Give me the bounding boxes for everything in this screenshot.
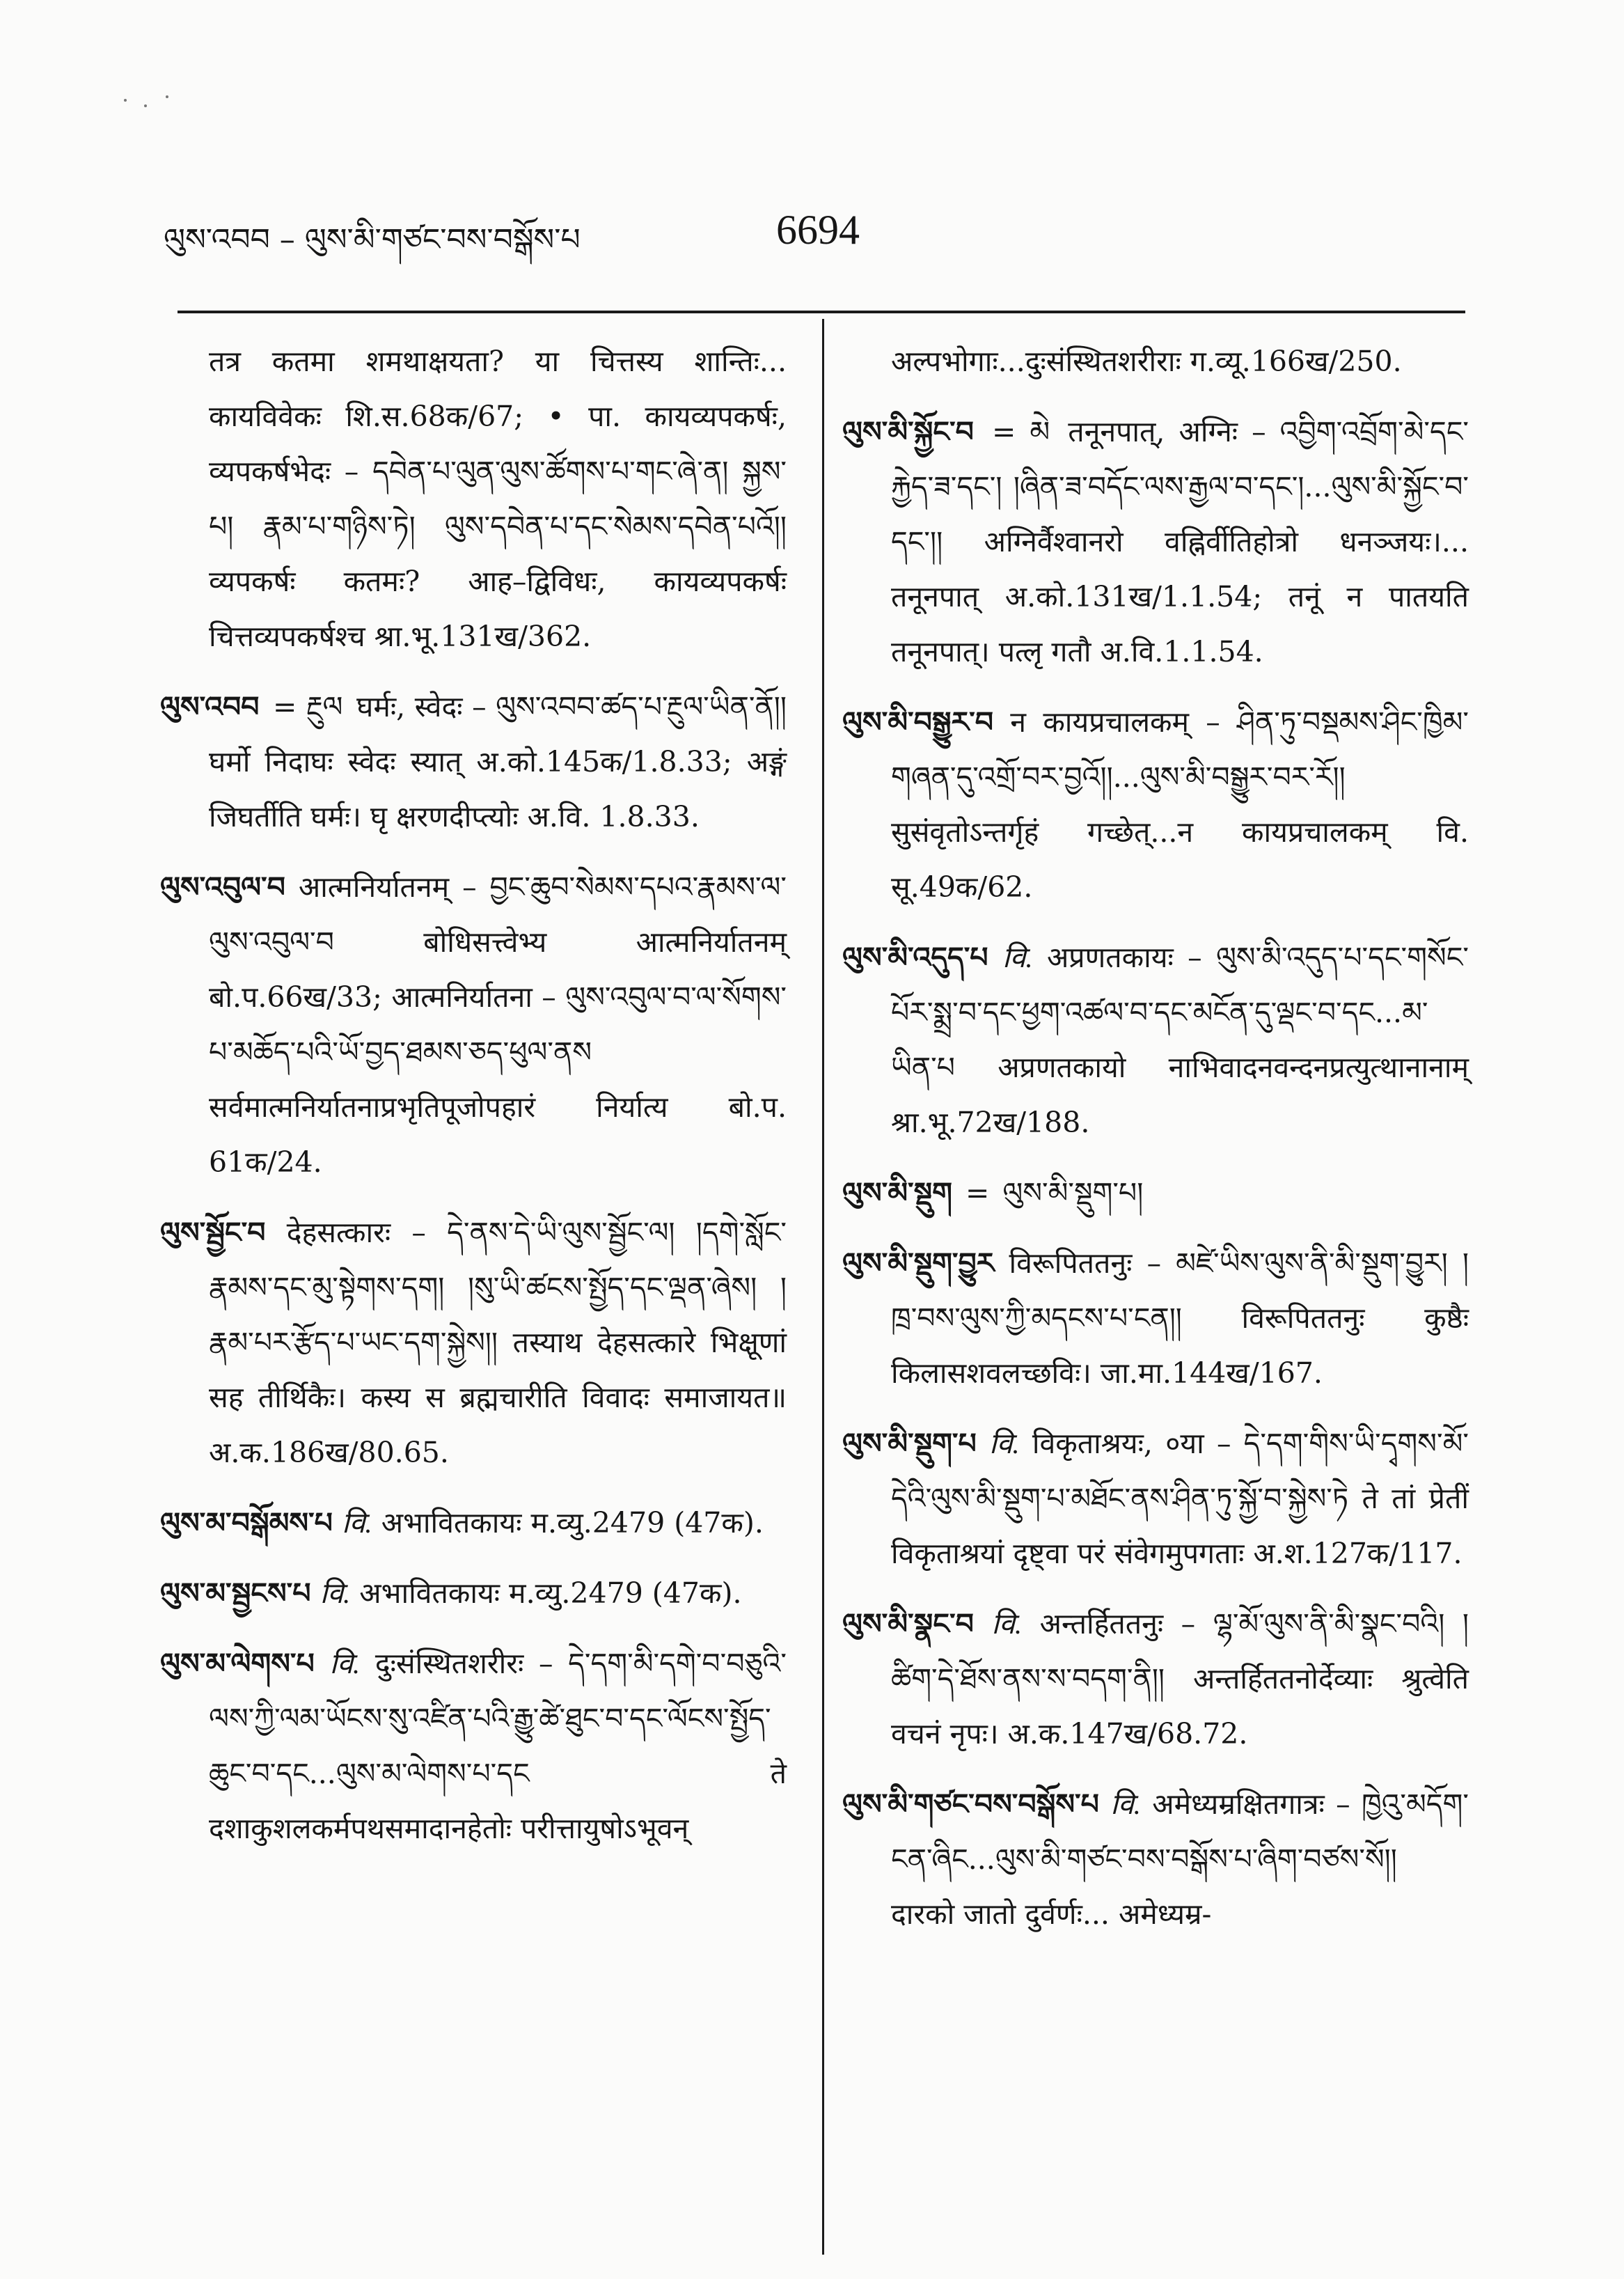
- dictionary-entry: [842, 1236, 1469, 1401]
- entry-text: अप्रणतकायः – ལུས་མི་འདུད་པ་དང་གསོང་པོར་སྨྲ་བ་དང་ཕྱག་འཚལ་བ་དང་མངོན་དུ་ལྡང་བ་དང...མ་ཡིན་པ अप्रणतकायो नाभिवादनवन्दनप्रत्युत्थानानाम् श्रा.भू.72ख/188.: [891, 941, 1469, 1139]
- entry-text: विरूपिततनुः – མཛེ་ཡིས་ལུས་ནི་མི་སྡུག་བྱུར། །ཁྲ་བས་ལུས་ཀྱི་མདངས་པ་ངན།། विरूपिततनुः कुष्ठैः किलासशवलच्छविः। जा.मा.144ख/167.: [891, 1246, 1469, 1390]
- headword: ལུས་མི་སྡུག་པ: [842, 1427, 977, 1460]
- headword: ལུས་འབུལ་བ: [160, 870, 285, 904]
- entry-text: अल्पभोगाः...दुःसंस्थितशरीराः ग.व्यू.166ख/250.: [891, 345, 1402, 378]
- entry-text: दुःसंस्थितशरीरः – དེ་དག་མི་དགེ་བ་བཅུའི་ལས་ཀྱི་ལམ་ཡོངས་སུ་འཛིན་པའི་རྒྱུ་ཚེ་ཐུང་བ་དང་ལོངས་སྤྱོད་ཆུང་བ་དང...ལུས་མ་ལེགས་པ་དང ते दशाकुशलकर्मपथसमादानहेतोः परीत्तायुषोऽभूवन्: [209, 1647, 787, 1845]
- dictionary-entry: [842, 1597, 1469, 1762]
- entry-text: आत्मनिर्यातनम् – བྱང་ཆུབ་སེམས་དཔའ་རྣམས་ལ་ལུས་འབུལ་བ बोधिसत्त्वेभ्य आत्मनिर्यातनम् बो.प.66ख/33; आत्मनिर्यातना – ལུས་འབུལ་བ་ལ་སོགས་པ་མཆོད་པའི་ཡོ་བྱད་ཐམས་ཅད་ཕུལ་ནས सर्वमात्मनिर्यातनाप्रभृतिपूजोपहारं निर्यात्य बो.प. 61क/24.: [209, 870, 787, 1179]
- headword: ལུས་མི་སྡུག: [842, 1176, 952, 1209]
- dictionary-entry: [842, 1777, 1469, 1942]
- headword: ལུས་མ་སྦྱངས་པ: [160, 1576, 311, 1610]
- column-divider: [822, 319, 824, 2255]
- dictionary-entry: [842, 1416, 1469, 1581]
- entry-text: ལུས་མི་སྡུག་པ།: [1002, 1176, 1144, 1209]
- headword: ལུས་མི་བསྒྱུར་བ: [842, 705, 994, 739]
- right-column: [842, 334, 1469, 1957]
- dictionary-entry: [842, 695, 1469, 915]
- dictionary-entry: [160, 1566, 787, 1621]
- headword: ལུས་མི་གཙང་བས་བསྒོས་པ: [842, 1787, 1099, 1821]
- equivalence: = མེ: [991, 415, 1050, 448]
- dictionary-entry: [160, 1205, 787, 1480]
- grammar-label: वि.: [341, 1507, 372, 1539]
- grammar-label: वि.: [1002, 941, 1033, 973]
- entry-text: घर्मः, स्वेदः – ལུས་འབབ་ཚད་པ་རྔུལ་ཡིན་ནོ།། घर्मो निदाघः स्वेदः स्यात् अ.को.145क/1.8.33; अङ्गं जिघर्तीति घर्मः। घृ क्षरणदीप्त्योः अ.वि. 1.8.33.: [209, 690, 787, 833]
- entry-text: तनूनपात्, अग्निः – འབྱིག་འབྲོག་མེ་དང་རྐྱེད་ཟ་དང་། །ཞིན་ཟ་བདོང་ལས་རྒྱལ་བ་དང་།...ལུས་མི་སྐྱོང་བ་དང་།། अग्निर्वैश्वानरो वह्निर्वीतिहोत्रो धनञ्जयः।... तनूनपात् अ.को.131ख/1.1.54; तनूं न पातयति तनूनपात्। पत्लृ गतौ अ.वि.1.1.54.: [891, 415, 1469, 668]
- continued-entry: [842, 334, 1469, 389]
- dictionary-entry: [160, 860, 787, 1190]
- dictionary-entry: [842, 1166, 1469, 1221]
- headword: ལུས་མི་སྡུག་བྱུར: [842, 1246, 995, 1280]
- header-rule: [178, 311, 1465, 313]
- dictionary-entry: [842, 405, 1469, 680]
- equivalence: = རྔུལ: [272, 690, 343, 723]
- headword: ལུས་སྦྱོང་བ: [160, 1216, 266, 1249]
- dictionary-entry: [160, 1496, 787, 1551]
- entry-text: अन्तर्हिततनुः – ལྷ་མོ་ལུས་ནི་མི་སྣང་བའི། །ཚིག་དེ་ཐོས་ནས་ས་བདག་ནི།། अन्तर्हिततनोर्देव्याः श्रुत्वेति वचनं नृपः। अ.क.147ख/68.72.: [891, 1607, 1469, 1751]
- grammar-label: वि.: [320, 1577, 351, 1609]
- equivalence: =: [965, 1176, 990, 1209]
- grammar-label: वि.: [1110, 1788, 1141, 1820]
- grammar-label: वि.: [991, 1608, 1023, 1640]
- headword: ལུས་འབབ: [160, 690, 260, 723]
- entry-text: अभावितकायः म.व्यु.2479 (47क).: [359, 1576, 742, 1610]
- headword: ལུས་མ་ལེགས་པ: [160, 1647, 315, 1680]
- headword: ལུས་མི་སྣང་བ: [842, 1607, 974, 1640]
- headword: ལུས་མི་སྐྱོང་བ: [842, 415, 974, 448]
- left-column: [160, 334, 787, 1872]
- entry-text: विकृताश्रयः, ०या – དེ་དག་གིས་ཡི་དྭགས་མོ་དེའི་ལུས་མི་སྡུག་པ་མཐོང་ནས་ཤིན་ཏུ་སྐྱོ་བ་སྐྱེས་ཏེ ते तां प्रेतीं विकृताश्रयां दृष्ट्वा परं संवेगमुपगताः अ.श.127क/117.: [891, 1427, 1469, 1570]
- running-head: ལུས་འབབ – ལུས་མི་གཙང་བས་བསྒོས་པ: [164, 222, 581, 258]
- entry-text: देहसत्कारः – དེ་ནས་དེ་ཡི་ལུས་སྦྱོང་ལ། །དགེ་སློང་རྣམས་དང་མུ་སྟེགས་དག། །སུ་ཡི་ཚངས་སྤྱོད་དང་ལྡན་ཞེས། །རྣམ་པར་རྩོད་པ་ཡང་དག་སྐྱེས།། तस्याथ देहसत्कारे भिक्षूणां सह तीर्थिकैः। कस्य स ब्रह्मचारीति विवादः समाजायत॥ अ.क.186ख/80.65.: [209, 1216, 787, 1469]
- grammar-label: वि.: [989, 1427, 1020, 1459]
- page-number: 6694: [776, 207, 860, 253]
- entry-text: अमेध्यम्रक्षितगात्रः – ཁྱེའུ་མདོག་ངན་ཞིང...ལུས་མི་གཙང་བས་བསྒོས་པ་ཞིག་བཙས་སོ།། दारको जातो दुर्वर्णः... अमेध्यम्र-: [891, 1787, 1469, 1931]
- entry-text: तत्र कतमा शमथाक्षयता? या चित्तस्य शान्तिः... कायविवेकः शि.स.68क/67; • पा. कायव्यपकर्षः, व्यपकर्षभेदः – དབེན་པ་ལུན་ལུས་ཚོགས་པ་གང་ཞེ་ན། སྐྱས་པ། རྣམ་པ་གཉིས་ཏེ། ལུས་དབེན་པ་དང་སེམས་དབེན་པའོ།། व्यपकर्षः कतमः? आह–द्विविधः, कायव्यपकर्षः चित्तव्यपकर्षश्च श्रा.भू.131ख/362.: [209, 345, 787, 653]
- dictionary-entry: [160, 1636, 787, 1856]
- headword: ལུས་མ་བསྒོམས་པ: [160, 1506, 333, 1540]
- dictionary-entry: [160, 680, 787, 845]
- grammar-label: वि.: [329, 1647, 361, 1679]
- entry-text: न कायप्रचालकम् – ཤིན་ཏུ་བསྡམས་ཤིང་ཁྱིམ་གཞན་དུ་འགྲོ་བར་བྱའོ།།...ལུས་མི་བསྒྱུར་བར་རོ།། सुसंवृतोऽन्तर्गृहं गच्छेत्...न कायप्रचालकम् वि. सू.49क/62.: [891, 705, 1469, 904]
- dictionary-entry: [842, 930, 1469, 1150]
- entry-text: अभावितकायः म.व्यु.2479 (47क).: [381, 1506, 764, 1540]
- headword: ལུས་མི་འདུད་པ: [842, 941, 988, 974]
- continued-entry: [160, 334, 787, 664]
